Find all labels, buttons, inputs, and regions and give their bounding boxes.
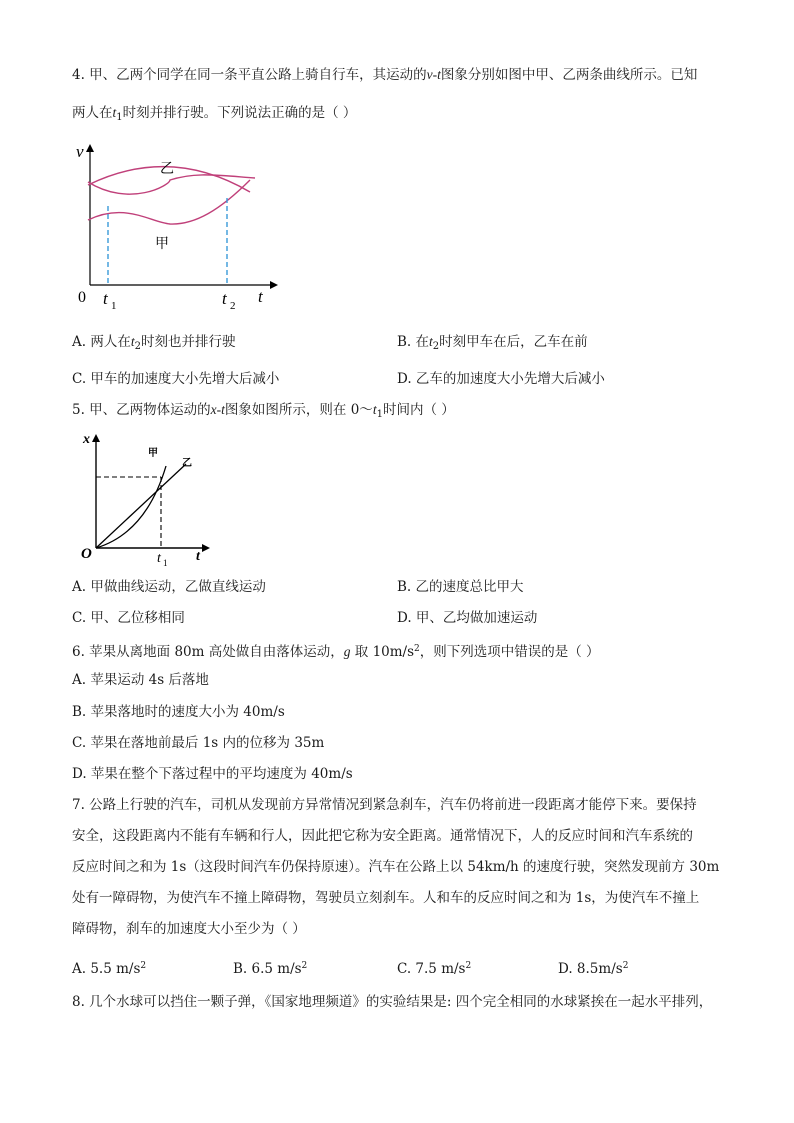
q4-option-b-sub: 2	[432, 341, 440, 352]
q4-option-b-text: B. 在	[397, 334, 430, 350]
q6-stem-text: 取 10m/s	[350, 644, 415, 660]
q4-stem-line1	[72, 66, 697, 84]
q6-g-symbol: g	[343, 644, 351, 659]
q7-option-c[interactable]	[397, 957, 471, 978]
q4-stem-text: 时刻并排行驶。下列说法正确的是（ ）	[122, 105, 357, 121]
q7-option-b-text: B. 6.5 m/s	[233, 961, 302, 977]
q6-option-a[interactable]: A. 苹果运动 4s 后落地	[72, 672, 209, 688]
q7-option-a-text: A. 5.5 m/s	[72, 961, 141, 977]
q4-option-b-text: 时刻甲车在后，乙车在前	[439, 334, 588, 350]
q5-xt-graph	[76, 428, 216, 568]
q5-origin: O	[81, 546, 92, 562]
q4-t-subscript: 1	[116, 112, 123, 123]
q7-option-d[interactable]	[558, 957, 628, 978]
q4-t2-subscript: 2	[230, 300, 236, 312]
q4-t1-subscript: 1	[111, 300, 117, 312]
q5-t1-symbol: t	[157, 551, 161, 566]
q6-option-c[interactable]: C. 苹果在落地前最后 1s 内的位移为 35m	[72, 735, 325, 751]
q6-superscript: 2	[414, 644, 420, 654]
q4-curve-yi-arch	[88, 182, 109, 206]
q5-option-d[interactable]: D. 甲、乙均做加速运动	[397, 610, 538, 626]
q5-xt-label: x-t	[210, 402, 225, 417]
q7-option-b-sup: 2	[301, 961, 308, 971]
q6-option-b[interactable]: B. 苹果落地时的速度大小为 40m/s	[72, 704, 285, 720]
q4-option-a-sub: 2	[134, 341, 141, 352]
q7-option-a-sup: 2	[140, 961, 147, 971]
q5-axis-t: t	[196, 549, 200, 564]
q5-label-jia: 甲	[148, 448, 158, 459]
q7-stem-line4: 处有一障碍物，为使汽车不撞上障碍物，驾驶员立刻刹车。人和车的反应时间之和为 1s，为使汽车不撞上	[72, 890, 700, 906]
q7-option-d-text: D. 8.5m/s	[558, 961, 623, 977]
q7-option-d-sup: 2	[622, 961, 629, 971]
q6-stem-text: 6. 苹果从离地面 80m 高处做自由落体运动，	[72, 644, 344, 660]
q5-stem-text: 图象如图所示，则在 0～	[224, 402, 373, 418]
q7-option-a[interactable]	[72, 957, 146, 978]
q7-option-c-sup: 2	[465, 961, 472, 971]
q4-vt-label: v-t	[426, 67, 441, 82]
q7-stem-line1: 7. 公路上行驶的汽车，司机从发现前方异常情况到紧急刹车，汽车仍将前进一段距离才能停下来。要保持	[72, 797, 697, 813]
q4-t2-symbol: t	[222, 289, 227, 308]
q4-label-jia: 甲	[155, 236, 169, 252]
q7-stem-line3: 反应时间之和为 1s（这段时间汽车仍保持原速）。汽车在公路上以 54km/h 的速度行驶，突然发现前方 30m	[72, 859, 720, 875]
q7-stem-line2: 安全，这段距离内不能有车辆和行人，因此把它称为安全距离。通常情况下，人的反应时间和汽车系统的	[72, 828, 693, 844]
q4-axis-t: t	[258, 287, 263, 306]
q4-option-a-t: t	[130, 334, 135, 349]
q4-option-b-t: t	[429, 334, 433, 349]
q4-t-symbol: t	[112, 105, 117, 120]
q4-option-a[interactable]	[72, 333, 235, 356]
q5-label-yi: 乙	[182, 458, 192, 469]
q6-stem-text: ，则下列选项中错误的是（ ）	[419, 644, 600, 660]
q4-stem-line2	[72, 104, 356, 127]
q5-option-c[interactable]: C. 甲、乙位移相同	[72, 610, 185, 626]
q4-option-a-text: A. 两人在	[72, 334, 131, 350]
q5-t1-sub: 1	[376, 409, 383, 420]
q4-option-d[interactable]: D. 乙车的加速度大小先增大后减小	[397, 371, 605, 387]
q5-curve-jia	[96, 466, 166, 548]
q4-label-yi: 乙	[160, 161, 174, 177]
q4-stem-text: 图象分别如图中甲、乙两条曲线所示。已知	[440, 67, 698, 83]
q4-stem-text: 两人在	[72, 105, 113, 121]
q5-t1-subscript: 1	[163, 558, 168, 568]
q5-axis-x: x	[83, 432, 90, 447]
q5-option-b[interactable]: B. 乙的速度总比甲大	[397, 579, 524, 595]
q4-option-a-text: 时刻也并排行驶	[140, 334, 236, 350]
q4-origin: 0	[78, 289, 86, 306]
q5-stem-text: 5. 甲、乙两物体运动的	[72, 402, 211, 418]
q4-t1-symbol: t	[103, 289, 108, 308]
q5-t1-symbol: t	[372, 402, 377, 417]
q7-stem-line5: 障碍物，刹车的加速度大小至少为（ ）	[72, 921, 306, 937]
q5-stem-text: 时间内（ ）	[382, 402, 455, 418]
q6-option-d[interactable]: D. 苹果在整个下落过程中的平均速度为 40m/s	[72, 766, 353, 782]
q4-option-c[interactable]: C. 甲车的加速度大小先增大后减小	[72, 371, 280, 387]
q8-stem-line1: 8. 几个水球可以挡住一颗子弹，《国家地理频道》的实验结果是: 四个完全相同的水球紧挨在一起水平排列，	[72, 994, 713, 1010]
q4-axis-v: v	[76, 142, 84, 161]
q4-option-b[interactable]	[397, 333, 588, 356]
q7-option-c-text: C. 7.5 m/s	[397, 961, 466, 977]
q4-vt-graph	[70, 140, 280, 315]
q6-stem	[72, 640, 600, 661]
q7-option-b[interactable]	[233, 957, 307, 978]
q5-stem	[72, 401, 455, 424]
q4-curve-yi	[88, 175, 255, 194]
q4-stem-text: 4. 甲、乙两个同学在同一条平直公路上骑自行车，其运动的	[72, 67, 427, 83]
q5-option-a[interactable]: A. 甲做曲线运动，乙做直线运动	[72, 579, 266, 595]
